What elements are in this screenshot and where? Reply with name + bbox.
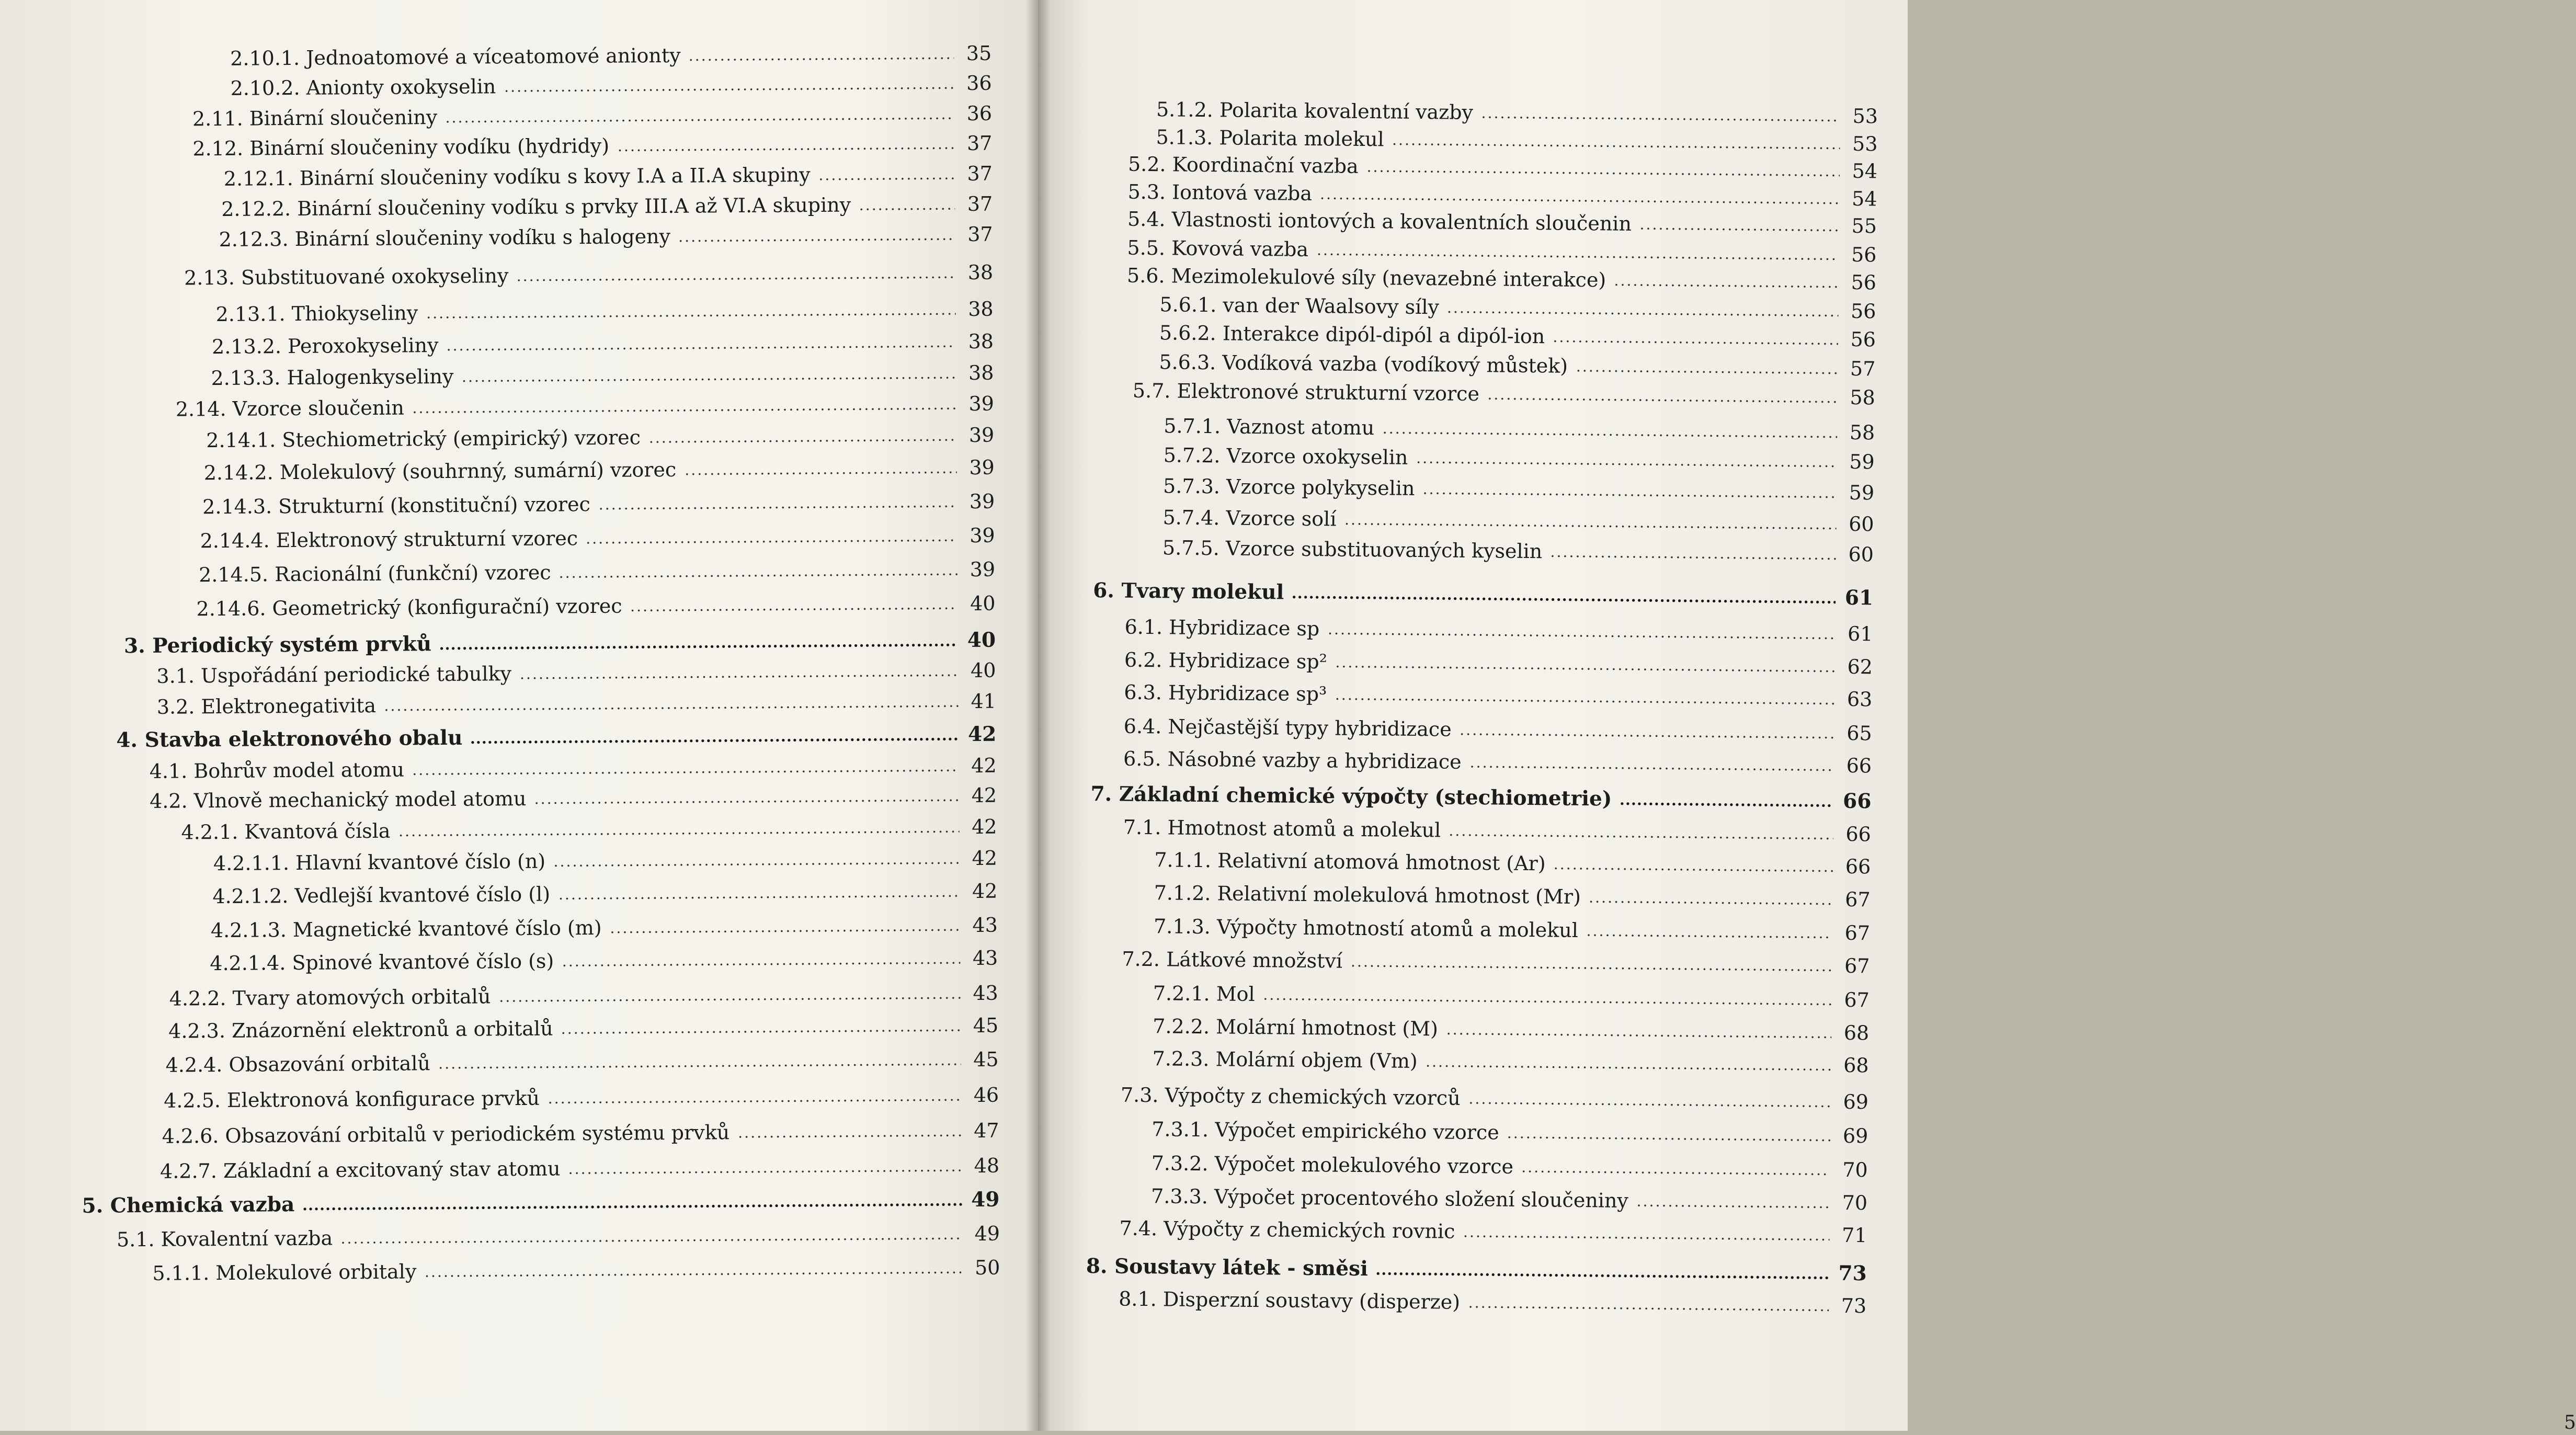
toc-entry-page: 66: [1846, 754, 1872, 778]
dot-leader: [302, 1202, 962, 1211]
dot-leader: [1480, 115, 1840, 123]
toc-entry-title: 5.6.2. Interakce dipól-dipól a dipól-ion: [1159, 321, 1545, 348]
toc-entry-page: 60: [1848, 542, 1874, 566]
dot-leader: [1549, 554, 1836, 561]
dot-leader: [609, 928, 960, 935]
toc-entry-title: 5.6.1. van der Waalsovy síly: [1159, 293, 1440, 319]
toc-entry-title: 2.14.3. Strukturní (konstituční) vzorec: [202, 493, 590, 519]
toc-entry: [199, 554, 995, 591]
left-toc-list: [0, 0, 1043, 1434]
toc-entry-page: 42: [972, 879, 998, 903]
dot-leader: [598, 504, 957, 511]
toc-entry-title: 5.7.4. Vzorce solí: [1162, 506, 1337, 531]
toc-entry: [1123, 711, 1872, 749]
dot-leader: [383, 704, 959, 712]
toc-entry: [162, 1115, 999, 1152]
right-page: [1038, 0, 2576, 1433]
dot-leader: [1366, 169, 1840, 178]
toc-entry-title: 4.2.5. Elektronová konfigurace prvků: [163, 1086, 540, 1112]
toc-entry-title: 2.13. Substituované oxokyseliny: [184, 264, 509, 290]
toc-entry-page: 39: [968, 423, 995, 447]
toc-entry-title: 2.13.3. Halogenkyseliny: [211, 365, 454, 390]
toc-entry-title: 2.13.1. Thiokyseliny: [215, 301, 418, 326]
toc-entry-title: 7.1.2. Relativní molekulová hmotnost (Mr): [1154, 881, 1581, 908]
toc-entry: [117, 1218, 1000, 1256]
dot-leader: [412, 768, 959, 776]
dot-leader: [1588, 899, 1833, 906]
dot-leader: [1319, 196, 1840, 206]
dot-leader: [1613, 283, 1839, 289]
toc-entry-title: 7.1.3. Výpočty hmotností atomů a molekul: [1153, 915, 1579, 942]
dot-leader: [1422, 491, 1837, 499]
toc-entry: [1151, 1147, 1868, 1186]
toc-entry-page: 73: [1841, 1294, 1867, 1318]
toc-entry-title: 2.11. Binární sloučeniny: [192, 106, 438, 131]
toc-entry: [1124, 611, 1873, 650]
toc-entry-page: 46: [973, 1083, 999, 1107]
toc-entry-page: 53: [1852, 132, 1878, 156]
toc-entry-page: 53: [1852, 104, 1878, 128]
dot-leader: [519, 673, 958, 680]
toc-entry-page: 67: [1844, 954, 1870, 978]
toc-entry: [212, 875, 997, 912]
dot-leader: [446, 344, 956, 352]
toc-entry-title: 5. Chemická vazba: [82, 1192, 295, 1218]
toc-entry-page: 38: [968, 297, 994, 321]
toc-entry-title: 6.5. Násobné vazby a hybridizace: [1123, 747, 1462, 773]
toc-entry-page: 42: [971, 815, 997, 838]
toc-entry-page: 70: [1842, 1191, 1868, 1215]
toc-entry: [1119, 1213, 1867, 1251]
toc-entry: [219, 219, 993, 255]
toc-entry-title: 4.2.7. Základní a excitovaný stav atomu: [159, 1157, 561, 1183]
toc-entry-title: 4.2.1. Kvantová čísla: [181, 819, 391, 844]
toc-entry: [1162, 532, 1874, 570]
toc-entry-title: 4.2.4. Obsazování orbitalů: [165, 1052, 431, 1077]
dot-leader: [557, 894, 960, 901]
toc-entry: [210, 942, 998, 980]
dot-leader: [630, 606, 958, 612]
dot-leader: [568, 1168, 962, 1175]
toc-entry: [1154, 844, 1871, 882]
toc-entry: [169, 977, 998, 1015]
toc-entry-title: 6.3. Hybridizace sp³: [1124, 680, 1327, 706]
toc-entry-title: 5.7.2. Vzorce oxokyselin: [1163, 443, 1408, 469]
toc-entry-title: 2.14. Vzorce sloučenin: [175, 396, 405, 421]
toc-entry-page: 35: [966, 41, 992, 65]
dot-leader: [461, 375, 956, 383]
toc-entry-title: 7.3.2. Výpočet molekulového vzorce: [1151, 1152, 1514, 1178]
dot-leader: [683, 470, 957, 476]
right-toc-list: [1031, 0, 1914, 1435]
toc-entry-title: 7.2.1. Mol: [1153, 982, 1255, 1006]
toc-entry-title: 2.12.3. Binární sloučeniny vodíku s halogeny: [219, 224, 671, 251]
dot-leader: [1425, 1064, 1831, 1072]
toc-entry-title: 6.2. Hybridizace sp²: [1124, 648, 1328, 674]
toc-entry-title: 4.2.1.4. Spinové kvantové číslo (s): [210, 949, 554, 975]
toc-entry: [211, 909, 998, 947]
toc-entry: [1154, 910, 1871, 949]
dot-leader: [1445, 1032, 1831, 1040]
toc-entry-page: 69: [1843, 1090, 1869, 1114]
toc-entry: [204, 452, 995, 489]
toc-entry: [160, 1150, 999, 1187]
toc-entry-page: 58: [1849, 420, 1875, 445]
toc-entry: [1152, 1113, 1868, 1152]
toc-entry-page: 38: [968, 329, 994, 353]
dot-leader: [1467, 1305, 1829, 1313]
toc-entry-title: 5.7.1. Vaznost atomu: [1164, 414, 1375, 440]
toc-entry: [1123, 812, 1872, 850]
toc-entry-page: 68: [1843, 1021, 1870, 1045]
toc-entry-page: 66: [1842, 789, 1872, 814]
dot-leader: [1553, 866, 1833, 873]
dot-leader: [688, 56, 954, 62]
dot-leader: [1446, 310, 1839, 317]
dot-leader: [1375, 1271, 1829, 1280]
toc-entry-page: 47: [974, 1119, 999, 1142]
toc-entry-page: 42: [971, 754, 997, 777]
toc-entry-title: 4.2. Vlnově mechanický model atomu: [149, 787, 527, 813]
toc-entry-page: 69: [1842, 1124, 1868, 1148]
dot-leader: [1619, 802, 1833, 808]
toc-entry-title: 5.5. Kovová vazba: [1127, 236, 1309, 261]
toc-entry-title: 4.2.1.1. Hlavní kvantové číslo (n): [213, 849, 546, 875]
toc-entry-title: 7.1.1. Relativní atomová hmotnost (Ar): [1154, 848, 1546, 875]
toc-entry-page: 55: [1851, 214, 1877, 238]
dot-leader: [1639, 226, 1839, 233]
toc-entry-title: 7.4. Výpočty z chemických rovnic: [1119, 1216, 1455, 1243]
toc-entry-title: 5.7.5. Vzorce substituovaných kyselin: [1162, 536, 1543, 563]
toc-entry-page: 37: [967, 162, 993, 185]
toc-entry-page: 42: [972, 846, 998, 870]
dot-leader: [818, 176, 955, 181]
toc-entry-page: 68: [1843, 1053, 1869, 1077]
toc-entry-title: 5.1.3. Polarita molekul: [1156, 126, 1384, 151]
toc-entry: [150, 780, 997, 817]
toc-entry-page: 50: [974, 1256, 1000, 1279]
toc-entry-title: 5.7.3. Vzorce polykyselin: [1162, 474, 1415, 500]
dot-leader: [1350, 964, 1832, 973]
toc-entry-page: 71: [1841, 1223, 1867, 1247]
dot-leader: [533, 798, 959, 805]
toc-entry-page: 43: [973, 981, 998, 1005]
toc-entry: [206, 419, 994, 457]
toc-entry-title: 2.10.1. Jednoatomové a víceatomové anionty: [230, 43, 681, 70]
toc-entry: [184, 257, 993, 294]
dot-leader: [1469, 765, 1834, 772]
dot-leader: [1575, 369, 1838, 375]
toc-entry-page: 36: [966, 71, 992, 95]
toc-entry: [202, 486, 995, 523]
toc-entry-title: 6. Tvary molekul: [1093, 578, 1284, 605]
dot-leader: [1291, 595, 1836, 605]
toc-entry-title: 2.12.1. Binární sloučeniny vodíku s kovy I.A a II.A skupiny: [223, 163, 811, 190]
dot-leader: [1468, 1101, 1831, 1109]
toc-entry-title: 6.4. Nejčastější typy hybridizace: [1123, 714, 1452, 741]
toc-entry: [215, 293, 993, 330]
toc-entry-title: 4.2.3. Znázornění elektronů a orbitalů: [168, 1017, 553, 1043]
toc-entry: [157, 686, 996, 723]
toc-entry-title: 2.12.2. Binární sloučeniny vodíku s prvky III.A až VI.A skupiny: [221, 193, 851, 221]
toc-entry: [1122, 943, 1870, 982]
dot-leader: [1262, 997, 1832, 1006]
toc-entry: [212, 326, 994, 362]
toc-entry-title: 6.1. Hybridizace sp: [1124, 615, 1320, 641]
toc-entry-title: 5.1.1. Molekulové orbitaly: [152, 1260, 417, 1285]
toc-entry-title: 3.1. Uspořádání periodické tabulky: [156, 662, 512, 688]
toc-entry: [1153, 977, 1870, 1016]
book-gutter: [1026, 0, 1050, 1431]
dot-leader: [1521, 1169, 1830, 1177]
toc-entry-title: 8.1. Disperzní soustavy (disperze): [1119, 1287, 1461, 1314]
toc-entry-page: 56: [1850, 299, 1876, 323]
dot-leader: [1448, 833, 1833, 841]
toc-entry-page: 48: [974, 1154, 1000, 1177]
toc-entry-page: 54: [1851, 187, 1877, 211]
toc-entry-title: 7. Základní chemické výpočty (stechiometrie): [1090, 781, 1612, 811]
toc-entry-page: 70: [1842, 1158, 1868, 1182]
toc-entry-page: 36: [966, 101, 993, 125]
dot-leader: [503, 86, 954, 93]
toc-entry: [1093, 575, 1874, 613]
toc-entry: [164, 1079, 999, 1117]
toc-entry-page: 56: [1850, 327, 1876, 351]
toc-entry: [181, 811, 997, 848]
toc-entry: [1123, 743, 1872, 782]
toc-entry-title: 2.14.2. Molekulový (souhrnný, sumární) vzorec: [203, 458, 677, 485]
dot-leader: [1343, 522, 1836, 531]
toc-entry-title: 5.6.3. Vodíková vazba (vodíkový můstek): [1159, 350, 1568, 378]
toc-entry-title: 2.14.5. Racionální (funkční) vzorec: [198, 561, 551, 587]
toc-entry-page: 66: [1845, 855, 1871, 879]
toc-entry-page: 73: [1838, 1261, 1867, 1286]
toc-entry-title: 7.3.1. Výpočet empirického vzorce: [1152, 1118, 1499, 1144]
toc-entry-page: 56: [1851, 243, 1877, 267]
toc-entry-page: 67: [1844, 988, 1870, 1012]
toc-entry-page: 40: [970, 658, 996, 682]
toc-entry-page: 43: [972, 946, 998, 970]
toc-entry-page: 37: [967, 192, 993, 215]
toc-entry-page: 56: [1851, 270, 1877, 294]
toc-entry-page: 37: [966, 131, 993, 155]
toc-entry: [213, 842, 997, 879]
toc-entry-page: 61: [1847, 622, 1873, 646]
dot-leader: [1316, 252, 1839, 261]
toc-entry-title: 4. Stavba elektronového obalu: [116, 725, 463, 753]
toc-entry-title: 2.14.6. Geometrický (konfigurační) vzorec: [196, 594, 622, 621]
dot-leader: [438, 1062, 961, 1070]
toc-entry: [1124, 644, 1873, 683]
toc-entry-title: 2.12. Binární sloučeniny vodíku (hydridy): [192, 134, 610, 161]
dot-leader: [1459, 732, 1834, 740]
toc-entry-page: 39: [969, 489, 995, 513]
toc-entry-title: 5.1.2. Polarita kovalentní vazby: [1156, 98, 1474, 124]
toc-entry: [200, 520, 995, 557]
toc-entry: [1121, 1079, 1869, 1118]
toc-entry-page: 42: [967, 722, 997, 747]
toc-entry-title: 7.3.3. Výpočet procentového složení sloučeniny: [1150, 1185, 1629, 1212]
toc-entry-page: 38: [967, 260, 994, 284]
toc-entry-title: 4.2.1.3. Magnetické kvantové číslo (m): [210, 916, 602, 942]
dot-leader: [424, 1270, 962, 1278]
dot-leader: [412, 406, 956, 414]
toc-entry-page: 62: [1847, 655, 1873, 679]
toc-entry-page: 58: [1850, 385, 1876, 409]
toc-entry-page: 38: [968, 361, 994, 384]
toc-entry-title: 4.2.1.2. Vedlejší kvantové číslo (l): [212, 882, 551, 908]
toc-entry: [196, 588, 995, 625]
toc-entry-page: 67: [1844, 921, 1871, 945]
dot-leader: [648, 438, 956, 444]
toc-entry: [176, 388, 994, 425]
toc-entry-page: 61: [1844, 585, 1874, 610]
toc-entry: [168, 1010, 998, 1047]
toc-entry-title: 8. Soustavy látek - směsi: [1086, 1254, 1369, 1281]
toc-entry-page: 49: [974, 1222, 1000, 1245]
toc-entry-page: 40: [967, 628, 996, 653]
toc-entry-title: 4.2.6. Obsazování orbitalů v periodickém systému prvků: [162, 1121, 730, 1148]
toc-entry-title: 3.2. Elektronegativita: [156, 693, 377, 719]
toc-entry-title: 2.14.4. Elektronový strukturní vzorec: [200, 527, 578, 553]
toc-entry: [1154, 877, 1871, 915]
toc-entry-title: 7.1. Hmotnost atomů a molekul: [1123, 815, 1441, 842]
dot-leader: [858, 207, 955, 211]
dot-leader: [1335, 664, 1835, 673]
toc-entry: [1152, 1043, 1869, 1081]
dot-leader: [1462, 1234, 1829, 1242]
dot-leader: [498, 996, 960, 1003]
toc-entry-title: 2.13.2. Peroxokyseliny: [211, 334, 439, 359]
dot-leader: [1552, 339, 1838, 346]
toc-entry-page: 39: [968, 392, 995, 415]
left-page: [0, 0, 1038, 1431]
toc-entry-page: 45: [973, 1047, 999, 1071]
toc-entry: [152, 1252, 1000, 1289]
dot-leader: [1392, 142, 1840, 150]
dot-leader: [617, 146, 954, 153]
toc-entry-title: 7.2.3. Molární objem (Vm): [1152, 1047, 1418, 1073]
toc-entry-page: 59: [1849, 450, 1875, 474]
toc-entry: [1153, 1010, 1870, 1049]
dot-leader: [470, 737, 959, 745]
dot-leader: [1507, 1135, 1831, 1143]
dot-leader: [585, 538, 958, 545]
toc-entry-title: 5.2. Koordinační vazba: [1127, 152, 1359, 178]
toc-entry-title: 4.2.2. Tvary atomových orbitalů: [169, 985, 491, 1010]
toc-entry: [1124, 677, 1873, 715]
toc-entry: [165, 1044, 998, 1081]
dot-leader: [1487, 396, 1838, 404]
toc-entry-title: 5.6. Mezimolekulové síly (nevazebné interakce): [1126, 264, 1606, 292]
toc-entry-title: 3. Periodický systém prvků: [123, 632, 432, 658]
toc-entry-title: 7.2.2. Molární hmotnost (M): [1153, 1015, 1439, 1041]
toc-entry-page: 43: [972, 913, 998, 937]
toc-entry-page: 39: [969, 455, 995, 479]
toc-entry-title: 5.1. Kovalentní vazba: [116, 1226, 333, 1251]
toc-entry: [1151, 1180, 1868, 1218]
dot-leader: [547, 1098, 961, 1105]
dot-leader: [1415, 460, 1837, 469]
toc-entry-page: 57: [1850, 357, 1876, 381]
toc-entry: [1133, 375, 1876, 414]
dot-leader: [678, 237, 955, 243]
toc-entry-title: 5.3. Iontová vazba: [1127, 180, 1313, 206]
toc-entry-title: 4.1. Bohrův model atomu: [149, 758, 405, 783]
toc-entry-page: 40: [970, 591, 996, 615]
dot-leader: [1636, 1203, 1830, 1210]
toc-entry-page: 59: [1849, 481, 1875, 505]
dot-leader: [398, 829, 960, 837]
toc-entry-title: 7.3. Výpočty z chemických vzorců: [1120, 1083, 1461, 1110]
dot-leader: [553, 861, 960, 868]
dot-leader: [558, 572, 958, 579]
toc-entry-title: 2.14.1. Stechiometrický (empirický) vzorec: [206, 426, 641, 452]
toc-entry-title: 5.7. Elektronové strukturní vzorce: [1132, 379, 1480, 406]
dot-leader: [340, 1236, 962, 1245]
dot-leader: [516, 275, 955, 282]
dot-leader: [561, 961, 960, 967]
dot-leader: [425, 312, 955, 320]
toc-entry-title: 5.4. Vlastnosti iontových a kovalentních sloučenin: [1127, 207, 1632, 235]
dot-leader: [444, 116, 954, 124]
toc-entry-page: 54: [1852, 159, 1878, 183]
toc-entry-title: 7.2. Látkové množství: [1122, 947, 1343, 973]
dot-leader: [439, 643, 958, 651]
toc-entry-page: 49: [971, 1187, 1000, 1212]
toc-entry-page: 67: [1845, 887, 1871, 912]
dot-leader: [561, 1028, 961, 1035]
toc-entry-page: 66: [1845, 822, 1872, 846]
dot-leader: [1334, 697, 1834, 705]
toc-entry-page: 60: [1848, 512, 1874, 536]
dot-leader: [1327, 631, 1835, 640]
toc-entry-page: 45: [973, 1013, 999, 1037]
toc-entry-page: 41: [971, 689, 996, 713]
dot-leader: [737, 1133, 961, 1139]
toc-entry-page: 39: [970, 557, 996, 581]
toc-entry-page: 42: [971, 783, 997, 807]
toc-entry-page: 37: [967, 222, 993, 246]
toc-entry: [1090, 778, 1872, 817]
toc-entry: [82, 1184, 999, 1222]
toc-entry-page: 39: [970, 523, 995, 547]
page-number: 5: [2564, 1412, 2576, 1433]
toc-entry-page: 65: [1846, 721, 1872, 745]
toc-entry-title: 2.10.2. Anionty oxokyselin: [230, 75, 496, 100]
toc-entry: [1119, 1283, 1867, 1322]
toc-entry-page: 63: [1846, 687, 1873, 711]
dot-leader: [1586, 933, 1832, 940]
dot-leader: [1382, 430, 1837, 439]
